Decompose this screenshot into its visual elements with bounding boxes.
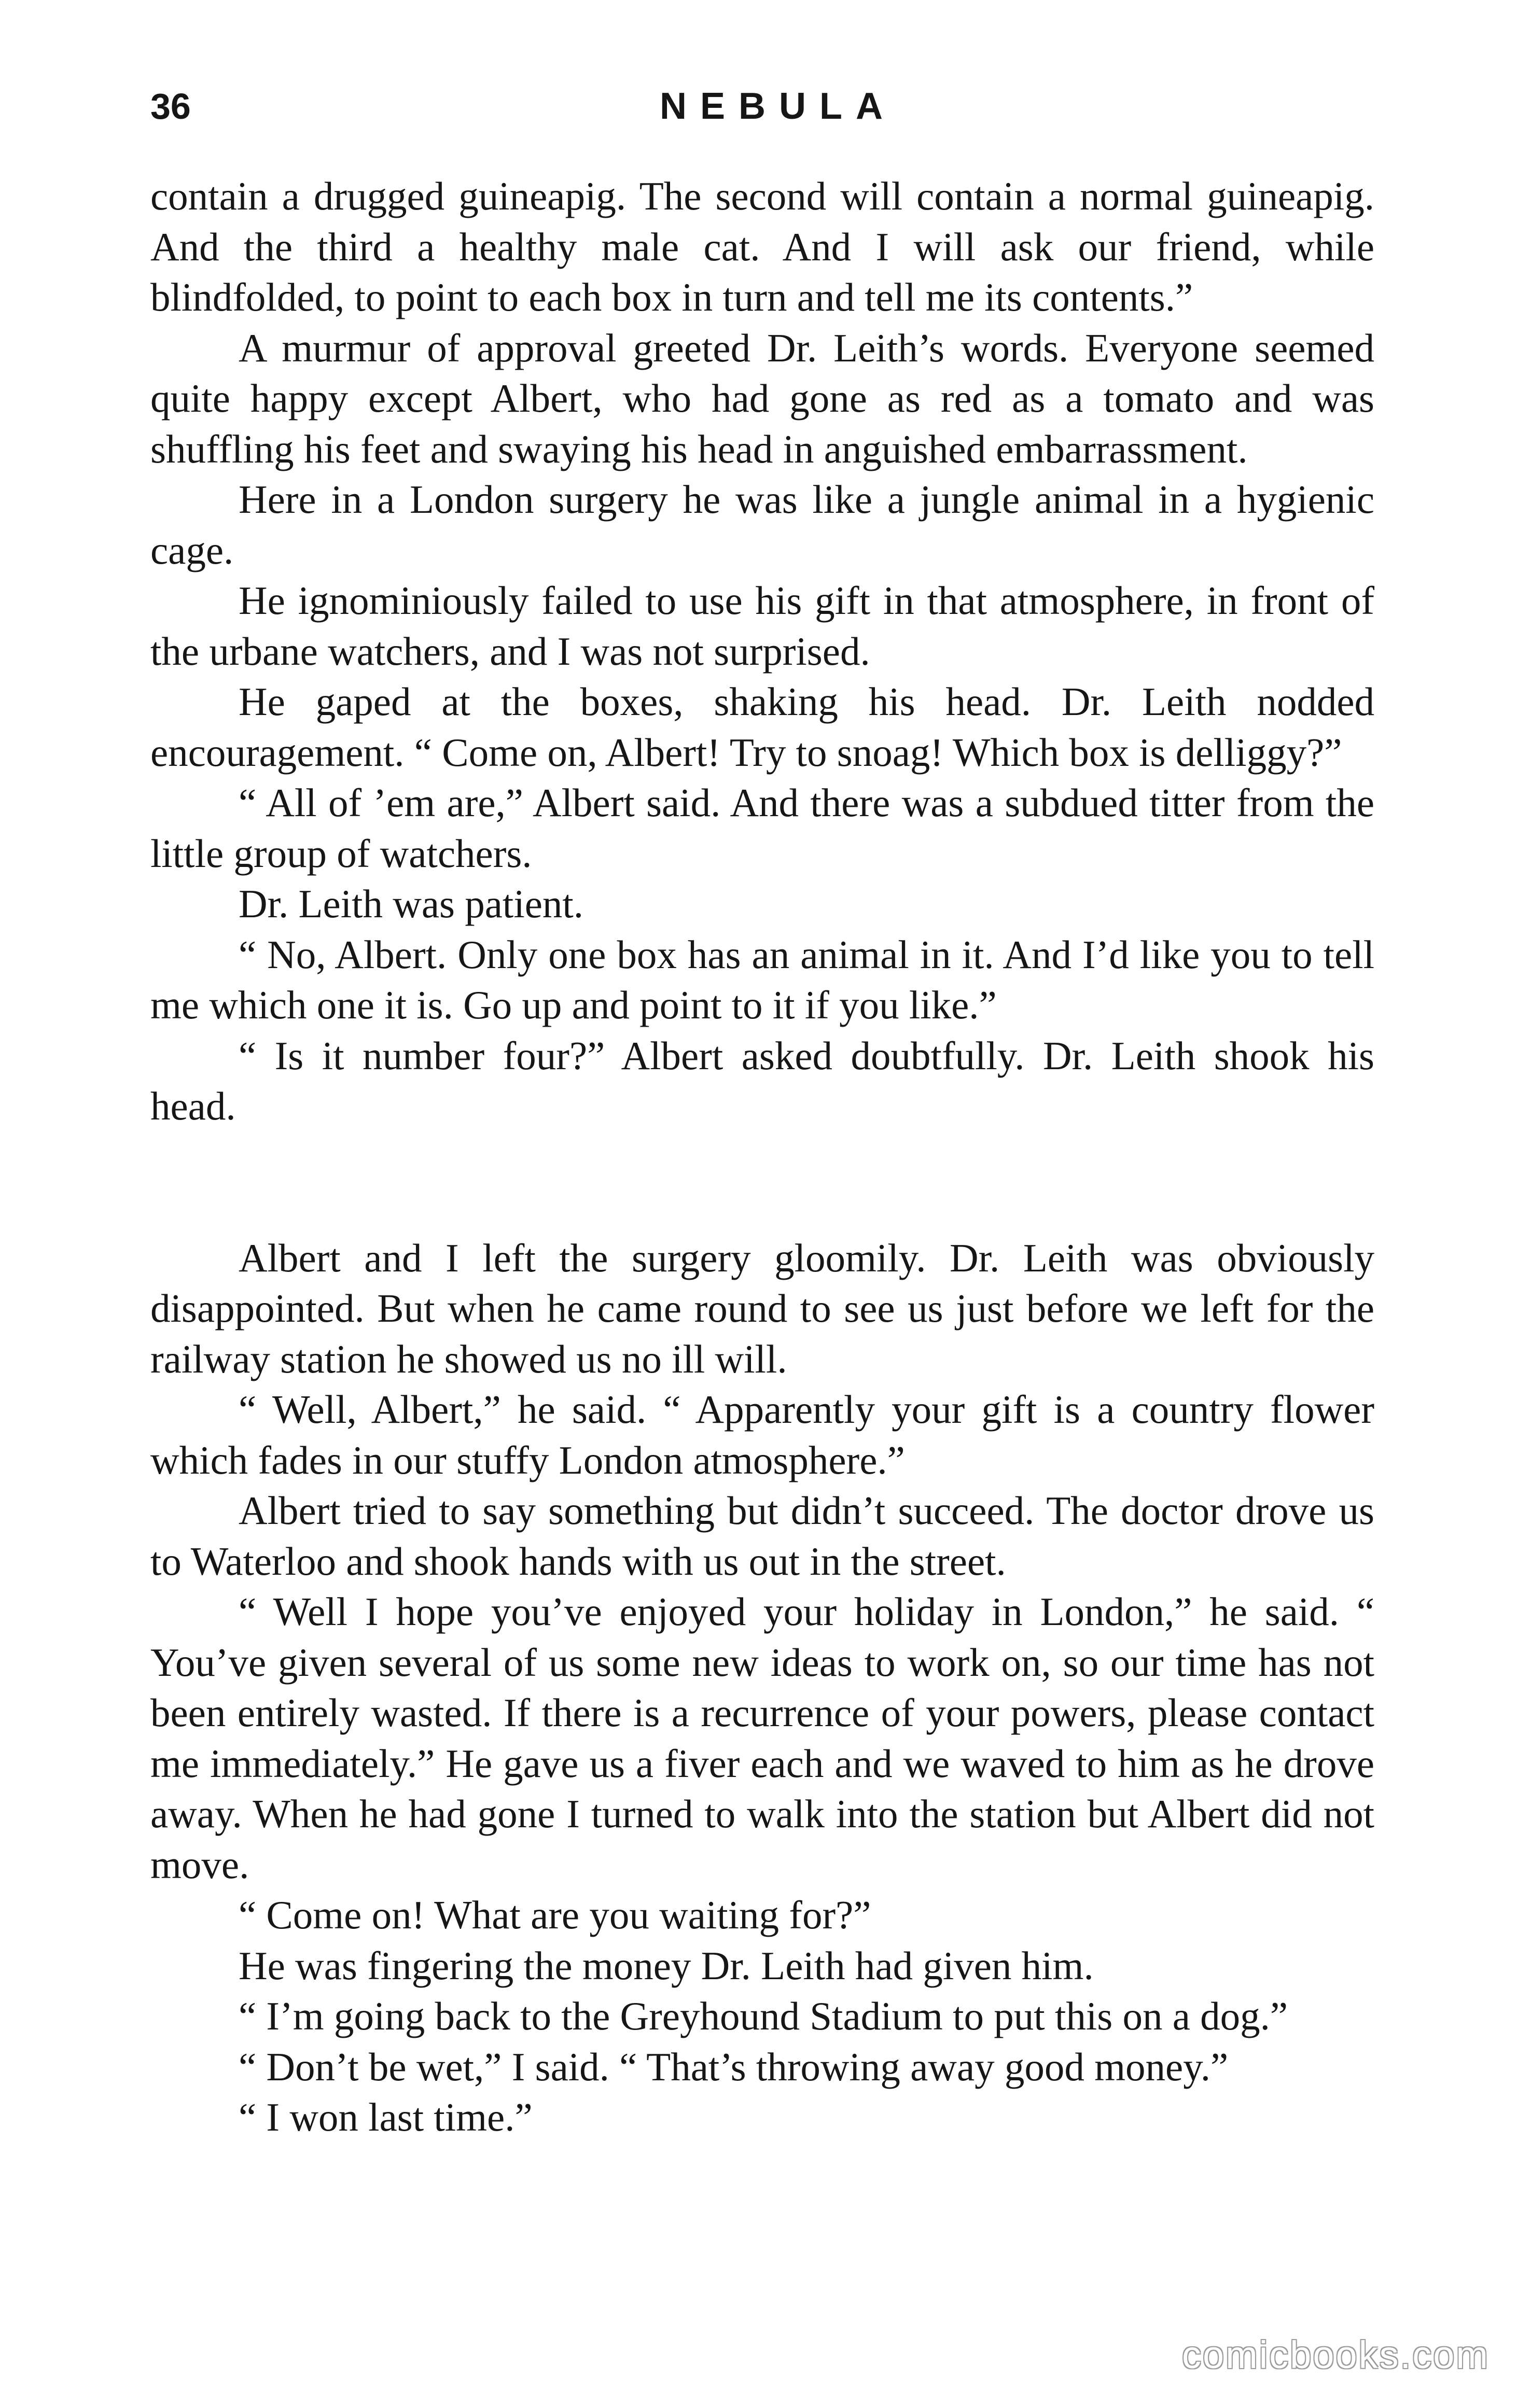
paragraph: “ Is it number four?” Albert asked doubtfully. Dr. Leith shook his head. xyxy=(150,1033,1374,1128)
running-title: NEBULA xyxy=(660,86,896,127)
paragraph: A murmur of approval greeted Dr. Leith’s words. Everyone seemed quite happy except Albert, who had gone as red as a tomato and was shuffling his feet and swaying his head in anguished embarrassment. xyxy=(150,325,1374,471)
paragraph: He was fingering the money Dr. Leith had given him. xyxy=(239,1943,1094,1988)
paragraph: contain a drugged guineapig. The second will contain a normal guineapig. And the third a healthy male cat. And I will ask our friend, while blindfolded, to point to each box in turn and tell me its contents.” xyxy=(150,174,1374,319)
paragraph: He gaped at the boxes, shaking his head. Dr. Leith nodded encouragement. “ Come on, Albert! Try to snoag! Which box is delliggy?” xyxy=(150,679,1374,775)
paragraph: Albert and I left the surgery gloomily. Dr. Leith was obviously disappointed. But when he came round to see us just before we left for the railway station he showed us no ill will. xyxy=(150,1235,1374,1381)
paragraph: “ No, Albert. Only one box has an animal in it. And I’d like you to tell me which one it is. Go up and point to it if you like.” xyxy=(150,932,1374,1027)
paragraph: “ Well, Albert,” he said. “ Apparently your gift is a country flower which fades in our stuffy London atmosphere.” xyxy=(150,1387,1374,1482)
paragraph: “ All of ’em are,” Albert said. And there was a subdued titter from the little group of watchers. xyxy=(150,780,1374,876)
paragraph: “ Come on! What are you waiting for?” xyxy=(239,1893,871,1937)
paragraph: Dr. Leith was patient. xyxy=(239,881,584,926)
paragraph: He ignominiously failed to use his gift in that atmosphere, in front of the urbane watchers, and I was not surprised. xyxy=(150,578,1374,674)
page-header xyxy=(150,78,1374,135)
paragraph: Albert tried to say something but didn’t succeed. The doctor drove us to Waterloo and shook hands with us out in the street. xyxy=(150,1488,1374,1584)
paragraph: “ I’m going back to the Greyhound Stadium to put this on a dog.” xyxy=(239,1994,1288,2038)
paragraph: Here in a London surgery he was like a jungle animal in a hygienic cage. xyxy=(150,477,1374,572)
paragraph: “ Well I hope you’ve enjoyed your holiday in London,” he said. “ You’ve given several of us some new ideas to work on, so our time has not been entirely wasted. If there is a recurrence of your powers, please contact me immediately.” He gave us a fiver each and we waved to him as he drove away. When he had gone I turned to walk into the station but Albert did not move. xyxy=(150,1589,1374,1887)
body-text xyxy=(150,171,1374,2143)
watermark: comicbooks.com xyxy=(1181,2333,1490,2376)
paragraph: “ Don’t be wet,” I said. “ That’s throwing away good money.” xyxy=(239,2044,1229,2089)
page-number: 36 xyxy=(150,86,191,127)
paragraph: “ I won last time.” xyxy=(239,2095,533,2139)
